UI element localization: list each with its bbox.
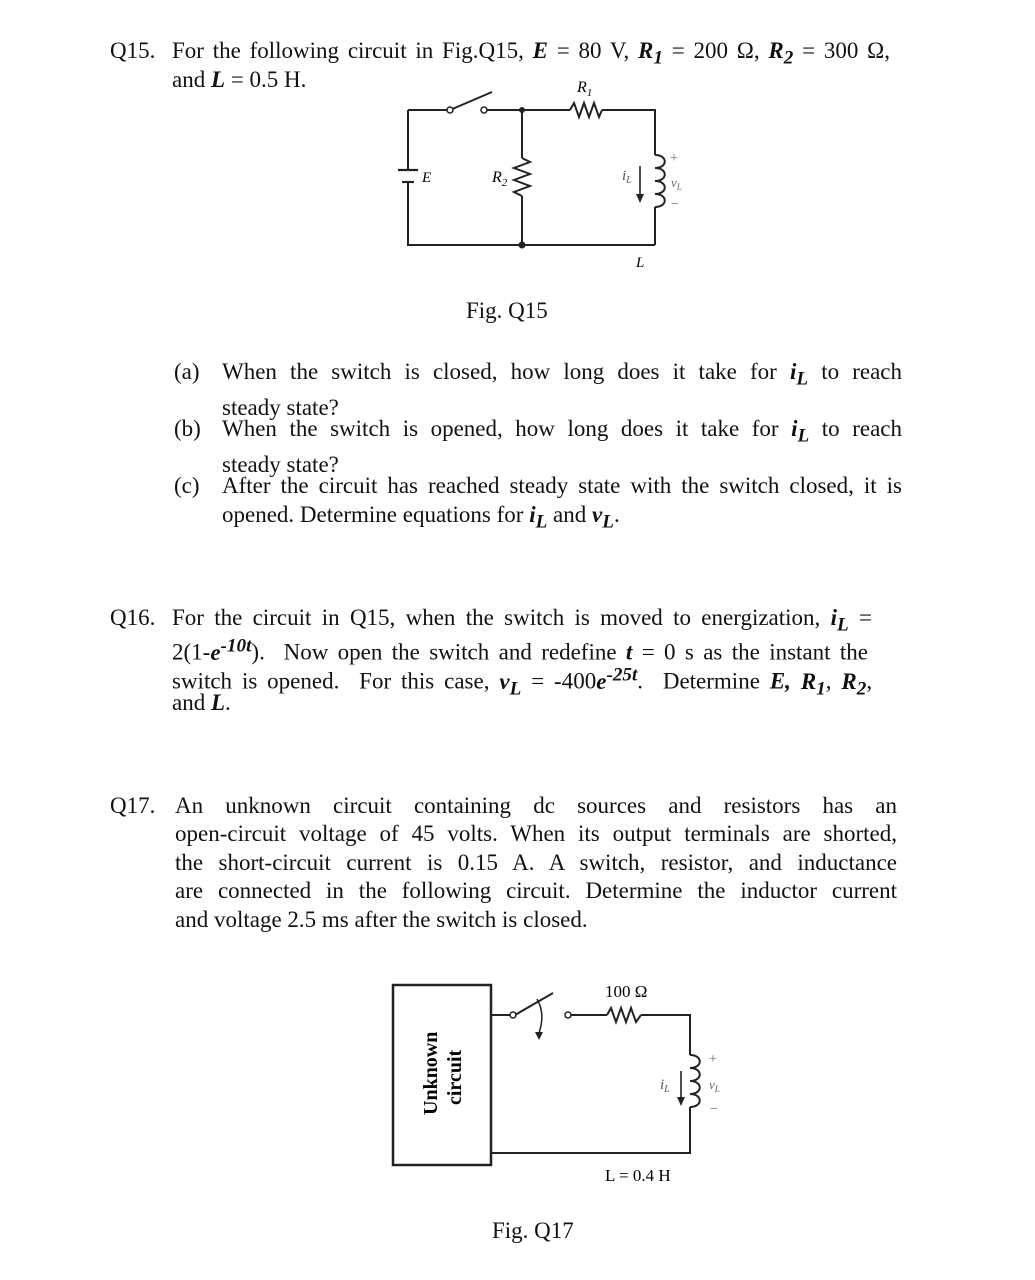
label-l: L (636, 255, 645, 271)
label-r2: $R_2$ (492, 169, 508, 189)
current-arrow-icon (636, 194, 644, 203)
label-minus: − (671, 197, 679, 212)
junction-bottom (519, 242, 526, 249)
switch-pivot (510, 1012, 516, 1018)
unknown-circuit-box (393, 985, 491, 1165)
q15-line-1: For the following circuit in Fig.Q15, E = 80 V, $R_1 = 200$ Ω, $R_2 = 300$ Ω, (172, 38, 890, 69)
switch-contact (481, 107, 487, 113)
fig-q15-circuit (380, 70, 720, 280)
q17-line-4: are connected in the following circuit. Determine the inductor current (175, 878, 897, 903)
q17-line-5: and voltage 2.5 ms after the switch is closed. (175, 907, 588, 932)
q15-part-c: (c) After the circuit has reached steady state with the switch closed, it is opened. Determine equations for $i_L$ and $v_L$. (174, 473, 902, 533)
q16-line-3: switch is opened. For this case, $v_L = -400e^{-25t}$. Determine E, $R_1$, $R_2$, (172, 664, 873, 700)
label-plus: + (670, 151, 678, 166)
junction-top (519, 107, 525, 113)
label-r1: $R_1$ (577, 79, 593, 99)
q15-line-2: and L = 0.5 H. (172, 67, 307, 92)
q17-line-3: the short-circuit current is 0.15 A. A switch, resistor, and inductance (175, 850, 897, 875)
label-plus: + (709, 1052, 717, 1067)
switch-contact (565, 1012, 571, 1018)
q15-part-a: (a) When the switch is closed, how long does it take for $i_L$ to reach steady state? (174, 359, 903, 421)
q16-line-4: and L. (172, 690, 231, 715)
q15-part-b: (b) When the switch is opened, how long does it take for $i_L$ to reach steady state? (174, 416, 903, 478)
fig-q15-caption: Fig. Q15 (466, 298, 548, 323)
q17-line-2: open-circuit voltage of 45 volts. When its output terminals are shorted, (175, 821, 897, 846)
box-label-unknown: Unknown (420, 1031, 442, 1115)
switch-pivot (447, 107, 453, 113)
label-100-ohm: 100 Ω (605, 982, 648, 1001)
fig-q17-circuit (385, 975, 755, 1195)
label-minus: − (710, 1102, 718, 1117)
q16-line-1: For the circuit in Q15, when the switch is moved to energization, $i_L$ = (172, 605, 873, 636)
q17-line-1: An unknown circuit containing dc sources and resistors has an (175, 793, 897, 818)
label-vl: $v_L$ (709, 1077, 720, 1094)
label-vl: $v_L$ (671, 175, 682, 192)
box-label-circuit: circuit (444, 1049, 466, 1105)
label-e: E (422, 170, 432, 186)
label-l: L = 0.4 H (605, 1166, 671, 1185)
switch-arrow-icon (535, 1032, 543, 1040)
q16-number: Q16. (110, 605, 156, 630)
label-il: $i_L$ (660, 1077, 670, 1095)
q16-line-2: $2(1-e^{-10t})$. Now open the switch and redefine t = 0 s as the instant the (172, 635, 869, 665)
current-arrow-icon (677, 1097, 685, 1106)
label-il: $i_L$ (622, 168, 632, 186)
q17-number: Q17. (110, 793, 156, 818)
fig-q17-caption: Fig. Q17 (492, 1218, 574, 1243)
q15-number: Q15. (110, 38, 156, 63)
